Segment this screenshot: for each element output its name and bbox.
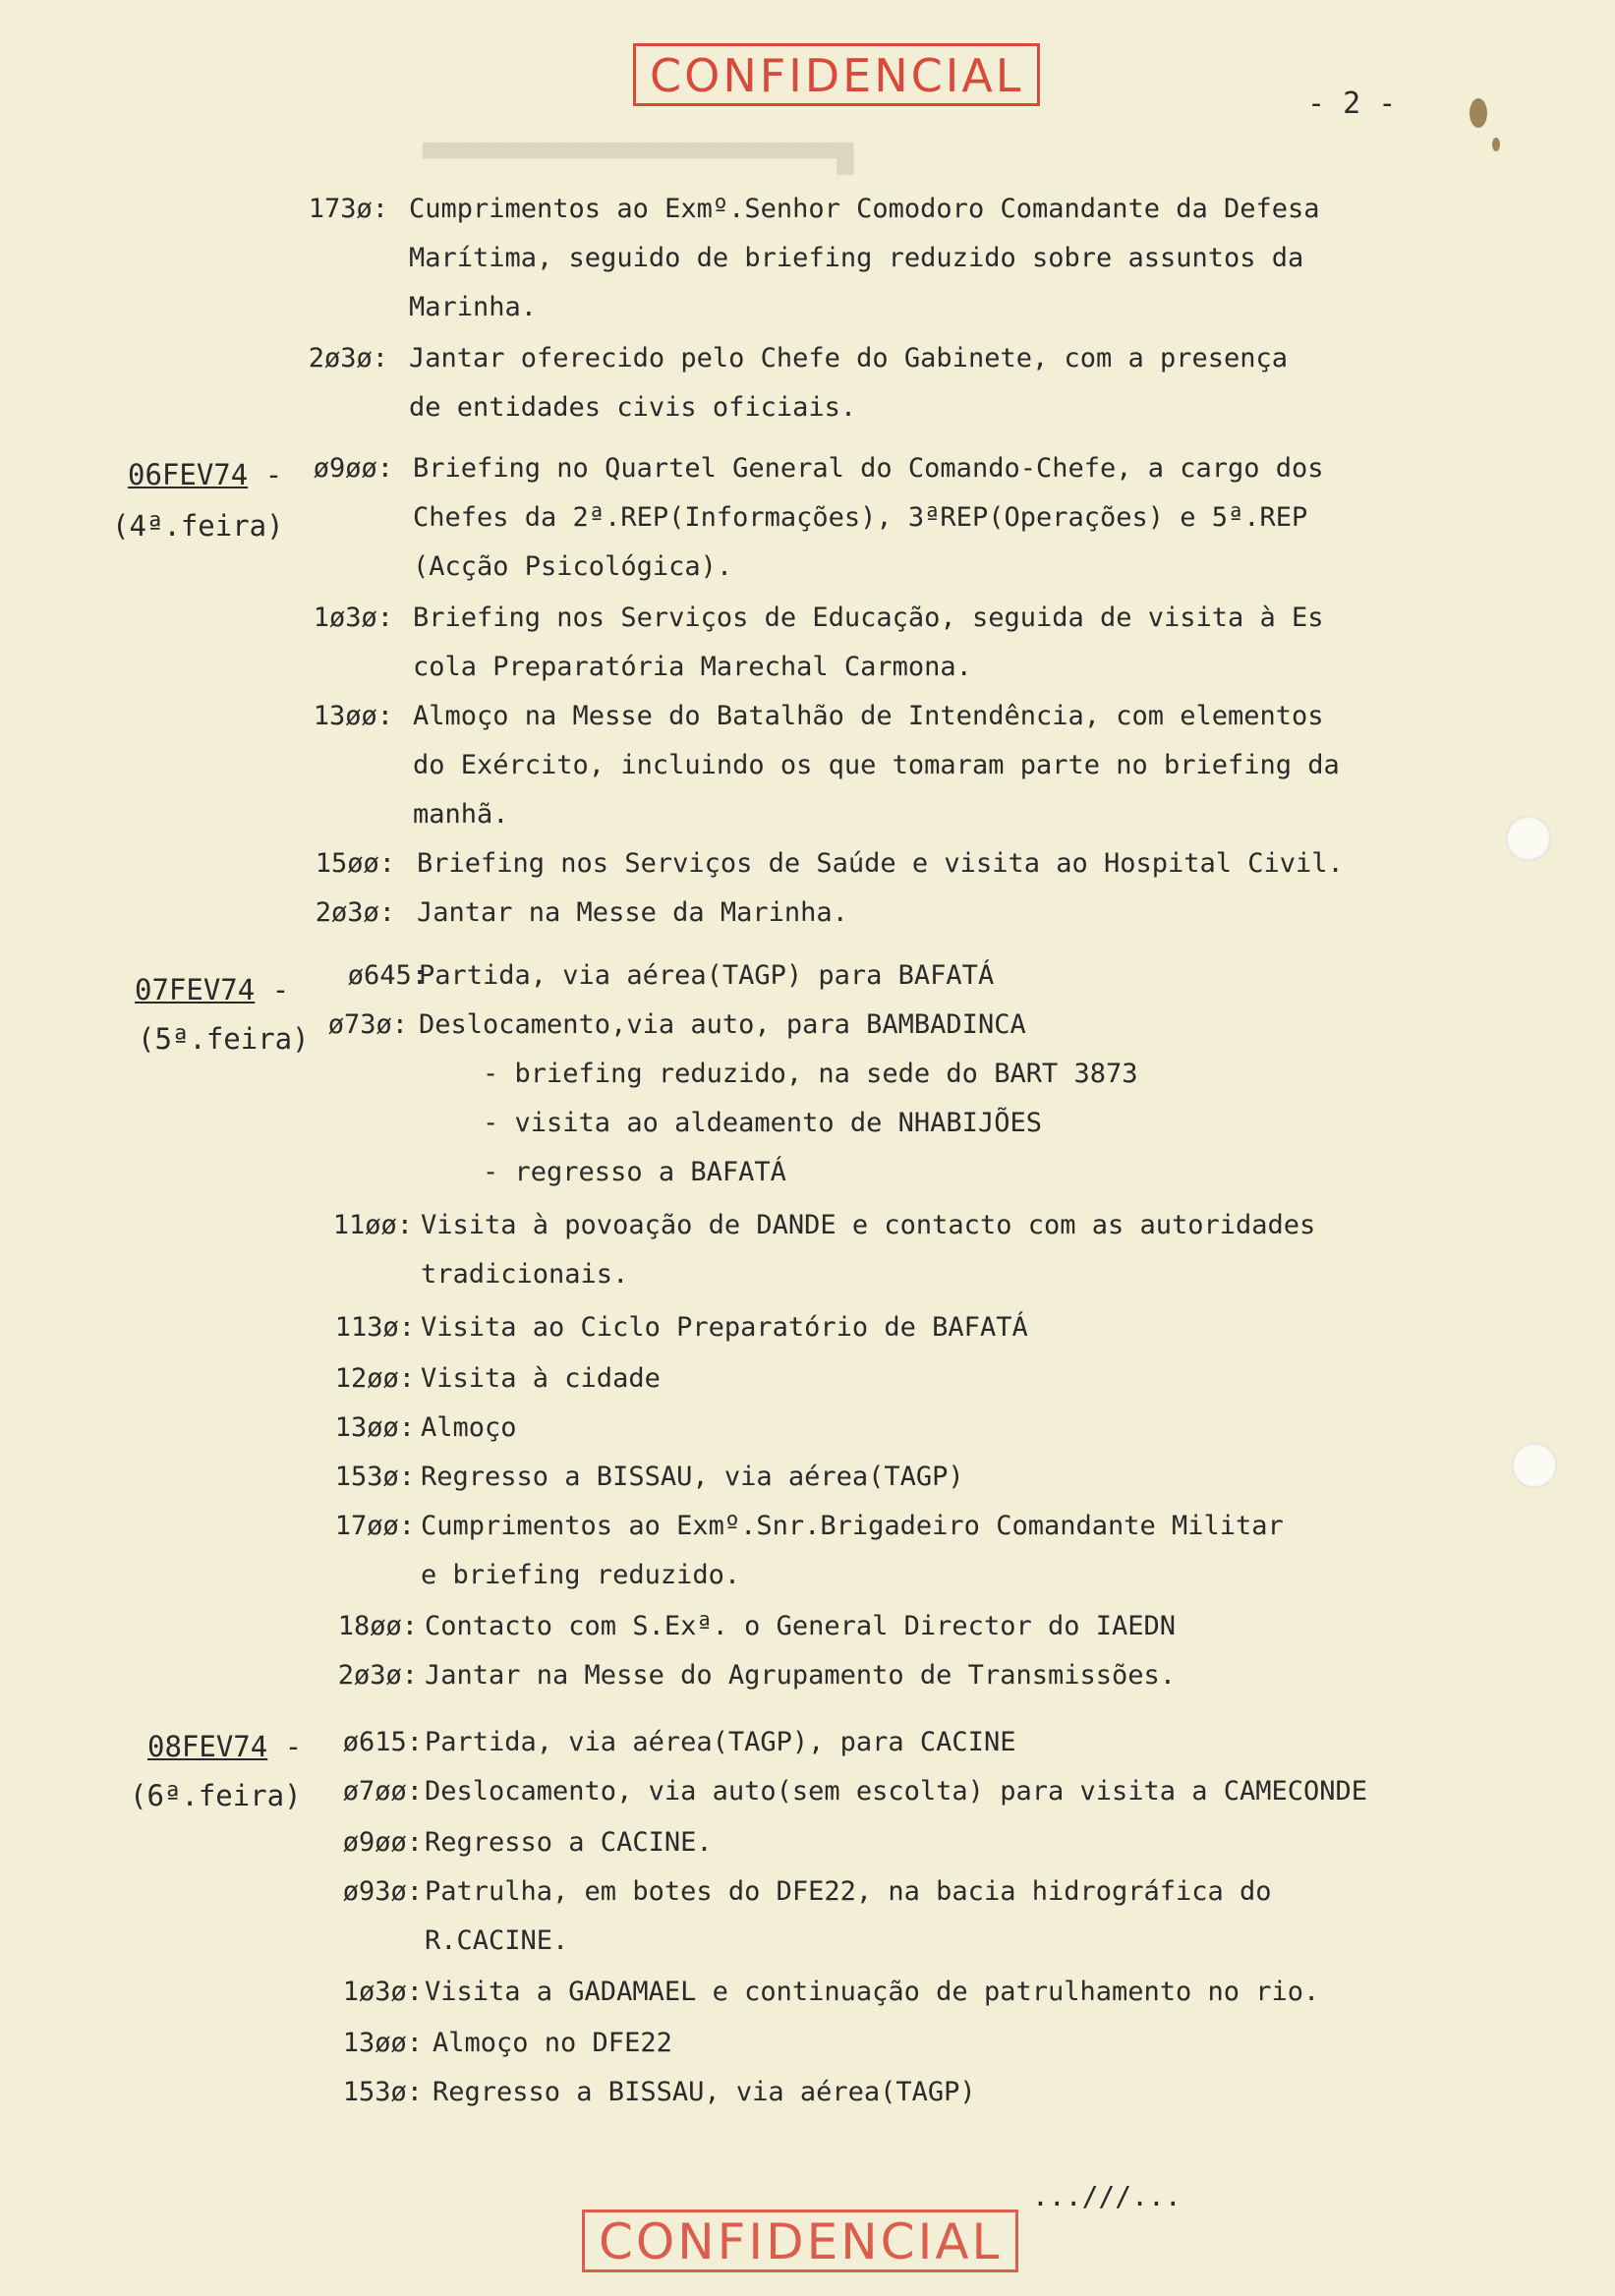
schedule-time: 2ø3ø: [308,343,388,373]
schedule-line: Chefes da 2ª.REP(Informações), 3ªREP(Operações) e 5ª.REP [413,502,1308,533]
schedule-time: 173ø: [308,194,388,224]
schedule-line: - visita ao aldeamento de NHABIJÕES [419,1108,1042,1138]
weekday-label: (6ª.feira) [130,1779,302,1812]
continuation-mark: ...///... [1032,2180,1182,2212]
schedule-line: Contacto com S.Exª. o General Director do IAEDN [425,1611,1177,1641]
schedule-line: Visita a GADAMAEL e continuação de patrulhamento no rio. [425,1977,1320,2007]
schedule-time: 17øø: [334,1511,415,1541]
schedule-time: 153ø: [334,1462,415,1492]
schedule-line: Marinha. [409,292,538,322]
schedule-line: Jantar na Messe da Marinha. [417,897,848,928]
stain-mark [1492,138,1500,151]
schedule-time: ø73ø: [327,1009,408,1040]
schedule-time: 113ø: [334,1312,415,1343]
schedule-line: Briefing nos Serviços de Saúde e visita ao Hospital Civil. [417,848,1344,879]
schedule-line: Deslocamento,via auto, para BAMBADINCA [419,1009,1026,1040]
bleed-through-text: █▀▀▀▀▀▀▀▀▀▀▀▀▀▀▀▀▀▀▀▀▀▀▀▀▀ [423,143,854,175]
page-number: - 2 - [1307,86,1397,121]
schedule-time: 11øø: [332,1210,413,1240]
schedule-line: do Exército, incluindo os que tomaram parte no briefing da [413,750,1340,780]
schedule-time: 2ø3ø: [337,1660,418,1691]
schedule-line: Visita à povoação de DANDE e contacto com as autoridades [421,1210,1316,1240]
schedule-time: ø93ø: [342,1876,423,1907]
date-dash: - [271,973,290,1006]
weekday-label: (5ª.feira) [138,1022,310,1056]
schedule-time: 15øø: [315,848,395,879]
schedule-line: e briefing reduzido. [421,1560,741,1590]
schedule-time: ø645: [347,960,428,991]
schedule-time: ø7øø: [342,1776,423,1807]
schedule-line: Cumprimentos ao Exmº.Senhor Comodoro Comandante da Defesa [409,194,1320,224]
punch-hole [1512,1443,1557,1488]
schedule-line: Jantar na Messe do Agrupamento de Transmissões. [425,1660,1177,1691]
schedule-line: Jantar oferecido pelo Chefe do Gabinete, com a presença [409,343,1289,373]
schedule-line: Regresso a BISSAU, via aérea(TAGP) [421,1462,964,1492]
schedule-time: 13øø: [342,2028,423,2058]
schedule-line: manhã. [413,799,509,830]
schedule-line: (Acção Psicológica). [413,551,733,582]
schedule-time: ø615: [342,1727,423,1757]
date-value: 06FEV74 [128,458,249,491]
punch-hole [1506,816,1551,861]
confidential-stamp-top: CONFIDENCIAL [633,43,1040,106]
schedule-line: Almoço na Messe do Batalhão de Intendência, com elementos [413,701,1324,731]
schedule-line: - regresso a BAFATÁ [419,1157,786,1187]
schedule-line: Visita ao Ciclo Preparatório de BAFATÁ [421,1312,1028,1343]
schedule-line: - briefing reduzido, na sede do BART 3873 [419,1059,1138,1089]
stain-mark [1470,98,1487,128]
schedule-line: cola Preparatória Marechal Carmona. [413,652,972,682]
schedule-time: 12øø: [334,1363,415,1394]
date-value: 07FEV74 [135,973,256,1006]
schedule-time: 1ø3ø: [313,603,393,633]
weekday-label: (4ª.feira) [112,509,284,543]
confidential-stamp-bottom: CONFIDENCIAL [582,2210,1018,2272]
schedule-time: 153ø: [342,2077,423,2107]
date-value: 08FEV74 [147,1730,268,1763]
schedule-time: ø9øø: [313,453,393,484]
schedule-time: 13øø: [313,701,393,731]
schedule-line: Briefing no Quartel General do Comando-Chefe, a cargo dos [413,453,1324,484]
schedule-line: Regresso a BISSAU, via aérea(TAGP) [433,2077,976,2107]
schedule-line: Partida, via aérea(TAGP), para CACINE [425,1727,1016,1757]
schedule-line: de entidades civis oficiais. [409,392,857,423]
schedule-line: Marítima, seguido de briefing reduzido sobre assuntos da [409,243,1304,273]
schedule-line: Deslocamento, via auto(sem escolta) para visita a CAMECONDE [425,1776,1368,1807]
schedule-line: Visita à cidade [421,1363,661,1394]
schedule-time: 1ø3ø: [342,1977,423,2007]
schedule-line: Briefing nos Serviços de Educação, seguida de visita à Es [413,603,1324,633]
schedule-time: 13øø: [334,1412,415,1443]
schedule-time: ø9øø: [342,1827,423,1858]
schedule-line: Regresso a CACINE. [425,1827,713,1858]
schedule-line: Cumprimentos ao Exmº.Snr.Brigadeiro Comandante Militar [421,1511,1284,1541]
date-dash: - [284,1730,303,1763]
schedule-line: Partida, via aérea(TAGP) para BAFATÁ [419,960,995,991]
date-dash: - [264,458,283,491]
schedule-line: tradicionais. [421,1259,629,1290]
schedule-time: 18øø: [337,1611,418,1641]
schedule-line: Almoço no DFE22 [433,2028,672,2058]
schedule-line: R.CACINE. [425,1925,569,1956]
schedule-line: Almoço [421,1412,517,1443]
schedule-line: Patrulha, em botes do DFE22, na bacia hidrográfica do [425,1876,1272,1907]
schedule-time: 2ø3ø: [315,897,395,928]
